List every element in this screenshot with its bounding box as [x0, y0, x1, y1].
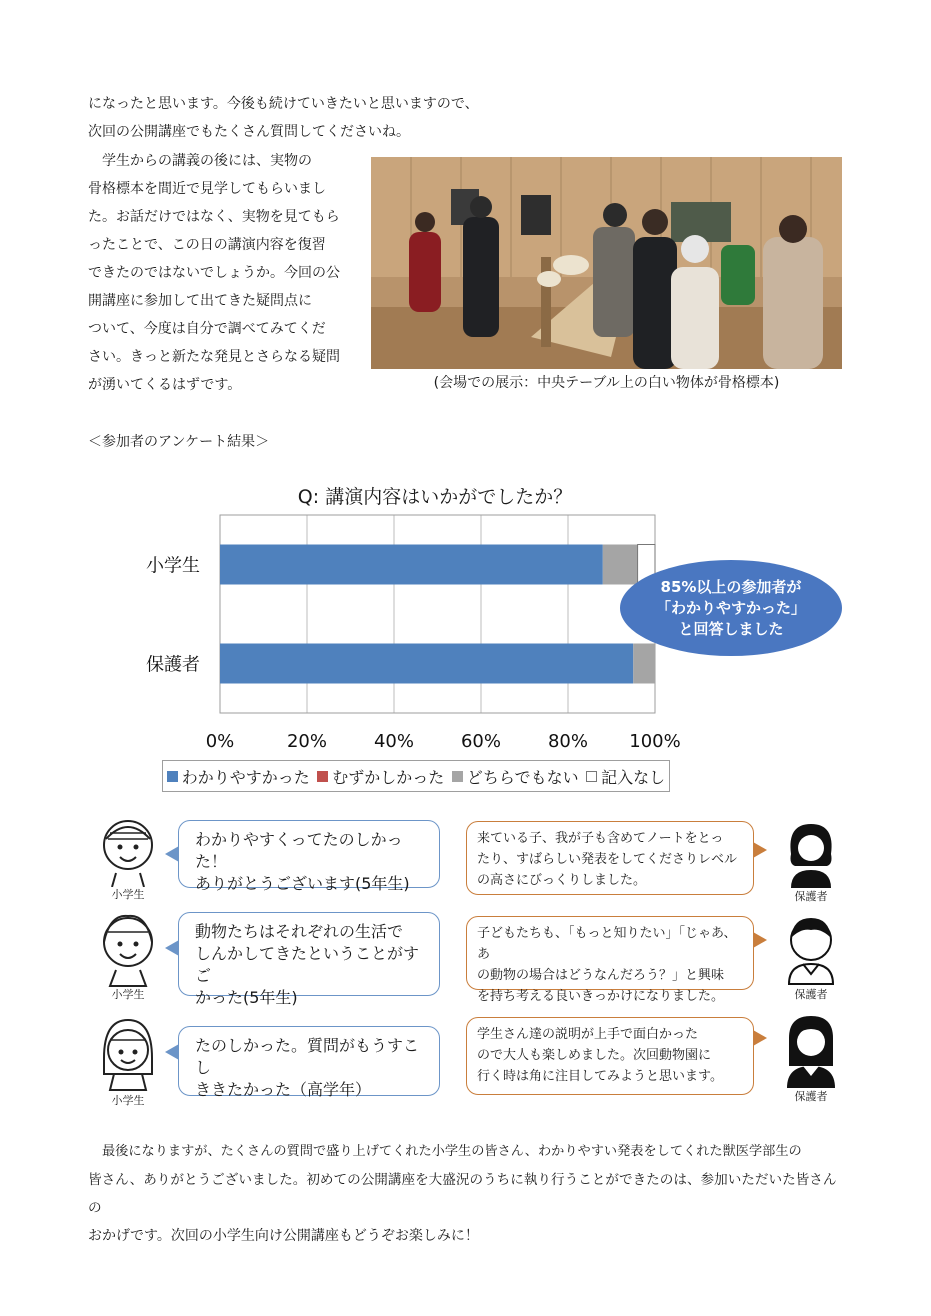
followup-line: ついて、今度は自分で調べてみてくだ: [88, 321, 326, 337]
comment-line: 子どもたちも、「もっと知りたい」「じゃあ、あ: [477, 926, 737, 962]
x-tick-label: 20%: [286, 731, 328, 752]
followup-line: 開講座に参加して出てきた疑問点に: [88, 293, 312, 309]
closing-line: おかげです。次回の小学生向け公開講座もどうぞお楽しみに！: [88, 1228, 479, 1244]
legend-item: [452, 765, 579, 788]
comment-line: を持ち考える良いきっかけになりました。: [477, 989, 725, 1004]
parent-comment-bubble: [466, 1017, 754, 1095]
legend-label: どちらでもない: [466, 767, 579, 787]
bubble-tail: [165, 940, 179, 956]
followup-line: が湧いてくるはずです。: [88, 377, 242, 393]
survey-heading: ＜参加者のアンケート結果＞: [88, 434, 270, 450]
legend-swatch: [317, 771, 328, 782]
comment-line: 動物たちはそれぞれの生活で: [195, 922, 404, 941]
commenter-label: 小学生: [111, 1094, 145, 1107]
x-tick-label: 40%: [373, 731, 415, 752]
legend-item: [167, 765, 310, 788]
commenter-label: 保護者: [794, 890, 828, 903]
comment-line: たのしかった。質問がもうすこし: [195, 1036, 420, 1077]
intro-line-1: になったと思います。今後も続けていきたいと思いますので、: [88, 96, 479, 112]
comment-line: たり、すばらしい発表をしてくださりレベル: [477, 852, 738, 867]
parent-woman-icon: [783, 820, 839, 888]
bar-segment: [633, 644, 655, 684]
x-tick-label: 60%: [460, 731, 502, 752]
category-label: 小学生: [146, 555, 200, 577]
parent-woman-long-hair-icon: [783, 1014, 839, 1088]
legend-item: [586, 765, 665, 788]
followup-line: 骨格標本を間近で見学してもらいまし: [88, 181, 326, 197]
comment-line: わかりやすくってたのしかった！: [195, 830, 403, 871]
commenter-label: 保護者: [794, 1090, 828, 1103]
child-comment-bubble: [178, 1026, 440, 1099]
parent-comment-bubble: [466, 916, 754, 1004]
commenter-label: 小学生: [111, 888, 145, 901]
child-girl-icon: [100, 912, 156, 988]
commenter-label: 小学生: [111, 988, 145, 1001]
intro-line-2: 次回の公開講座でもたくさん質問してくださいね。: [88, 124, 410, 140]
category-label: 保護者: [146, 654, 200, 676]
legend-swatch: [167, 771, 178, 782]
comment-line: 行く時は角に注目してみようと思います。: [477, 1069, 723, 1084]
event-photo: [371, 157, 842, 369]
comment-line: の高さにびっくりしました。: [477, 873, 647, 888]
child-comment-bubble: [178, 820, 440, 893]
commenter-label: 保護者: [794, 988, 828, 1001]
closing-line: 最後になりますが、たくさんの質問で盛り上げてくれた小学生の皆さん、わかりやすい発表をしてくれた獣医学部生の: [102, 1144, 802, 1159]
chart-title: Q: 講演内容はいかがでしたか？: [297, 486, 573, 508]
followup-line: た。お話だけではなく、実物を見てもら: [88, 209, 340, 225]
followup-line: 学生からの講義の後には、実物の: [102, 153, 312, 169]
child-girl-long-hair-icon: [100, 1018, 156, 1092]
bubble-tail: [753, 842, 767, 858]
bubble-tail: [165, 1044, 179, 1060]
photo-caption: (会場での展示：中央テーブル上の白い物体が骨格標本): [433, 375, 780, 391]
callout-line: と回答しました: [678, 619, 784, 638]
legend-item: [317, 765, 444, 788]
legend-label: わかりやすかった: [181, 767, 310, 787]
comment-line: しんかしてきたということがすご: [195, 944, 420, 985]
comment-line: ききたかった（高学年）: [195, 1080, 372, 1099]
legend-swatch: [586, 771, 597, 782]
chart-legend: [162, 760, 670, 792]
bar-segment: [220, 545, 603, 585]
followup-line: さい。きっと新たな発見とさらなる疑問: [88, 349, 340, 365]
comment-line: 来ている子、我が子も含めてノートをとっ: [477, 831, 724, 846]
bubble-tail: [165, 846, 179, 862]
x-tick-label: 80%: [547, 731, 589, 752]
result-callout: [620, 560, 842, 656]
callout-line: 85%以上の参加者が: [660, 577, 802, 596]
legend-label: 記入なし: [601, 767, 666, 787]
bubble-tail: [753, 1030, 767, 1046]
bubble-tail: [753, 932, 767, 948]
legend-label: むずかしかった: [332, 767, 445, 787]
bar-segment: [220, 644, 633, 684]
x-tick-label: 0%: [205, 731, 235, 752]
closing-paragraph: [88, 1138, 848, 1250]
lecture-followup-text: [88, 147, 340, 399]
survey-bar-chart: [100, 500, 700, 760]
followup-line: ったことで、この日の講演内容を復習: [88, 237, 326, 253]
legend-swatch: [452, 771, 463, 782]
comment-line: ありがとうございます(5年生): [195, 874, 410, 893]
x-tick-label: 100%: [629, 731, 681, 752]
followup-line: できたのではないでしょうか。今回の公: [88, 265, 340, 281]
parent-comment-bubble: [466, 821, 754, 895]
comment-line: 学生さん達の説明が上手で面白かった: [477, 1027, 699, 1042]
comment-line: かった(5年生): [195, 988, 298, 1007]
parent-man-icon: [783, 914, 839, 986]
closing-line: 皆さん、ありがとうございました。初めての公開講座を大盛況のうちに執り行うことができたのは、参加いただいた皆さんの: [88, 1172, 837, 1216]
child-comment-bubble: [178, 912, 440, 1007]
comment-line: の動物の場合はどうなんだろう？」と興味: [477, 968, 725, 983]
comment-line: ので大人も楽しめました。次回動物園に: [477, 1048, 712, 1063]
child-boy-icon: [100, 815, 156, 887]
intro-paragraph: [88, 90, 848, 146]
callout-line: 「わかりやすかった」: [655, 598, 806, 617]
bar-segment: [603, 545, 638, 585]
